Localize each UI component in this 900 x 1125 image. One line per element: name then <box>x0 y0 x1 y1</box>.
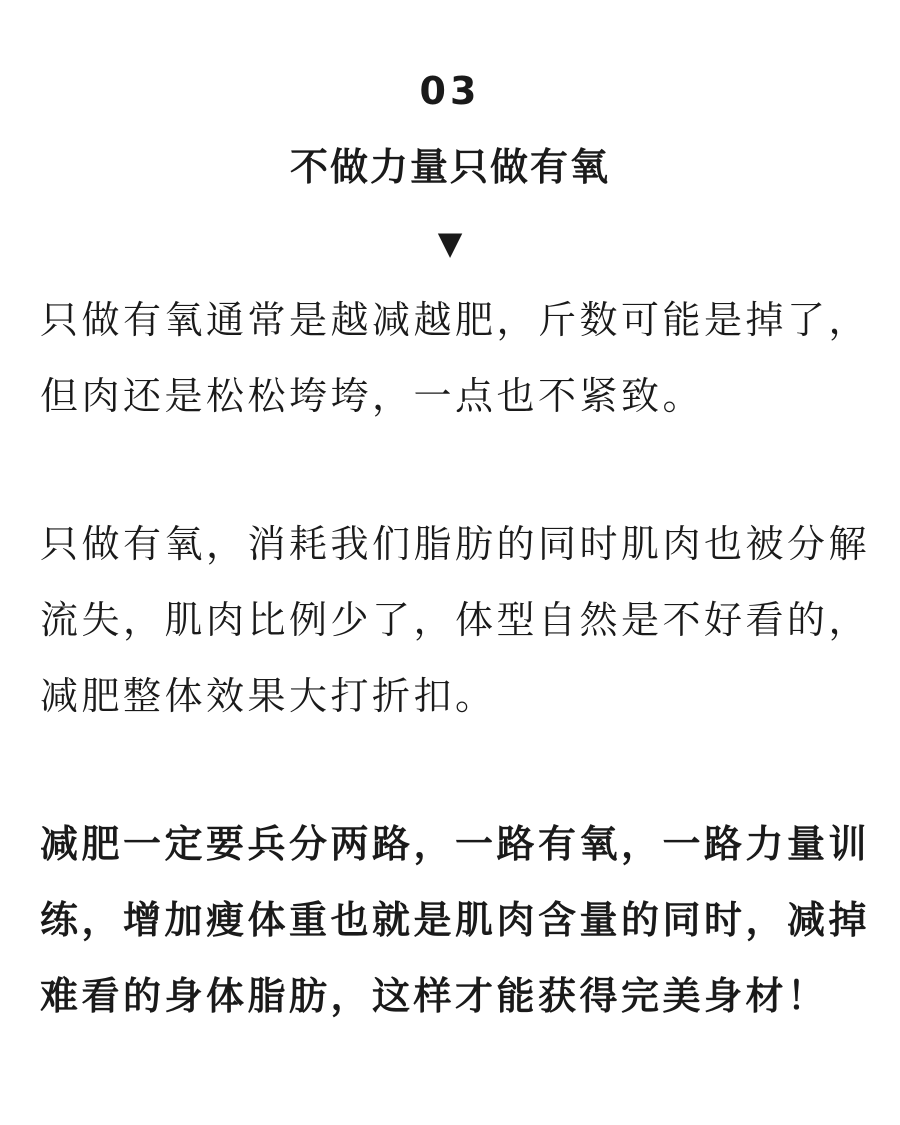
section-title: 不做力量只做有氧 <box>289 145 610 189</box>
down-arrow-icon: ▼ <box>437 224 463 262</box>
paragraph-2: 只做有氧，消耗我们脂肪的同时肌肉也被分解流失，肌肉比例少了，体型自然是不好看的，减肥整体效果大打折扣。 <box>40 522 871 718</box>
section-number: 03 <box>419 69 481 113</box>
paragraph-1: 只做有氧通常是越减越肥，斤数可能是掉了，但肉还是松松垮垮，一点也不紧致。 <box>40 298 871 418</box>
paragraph-3-emphasis: 减肥一定要兵分两路，一路有氧，一路力量训练，增加瘦体重也就是肌肉含量的同时，减掉难看的身体脂肪，这样才能获得完美身材！ <box>40 822 871 1018</box>
